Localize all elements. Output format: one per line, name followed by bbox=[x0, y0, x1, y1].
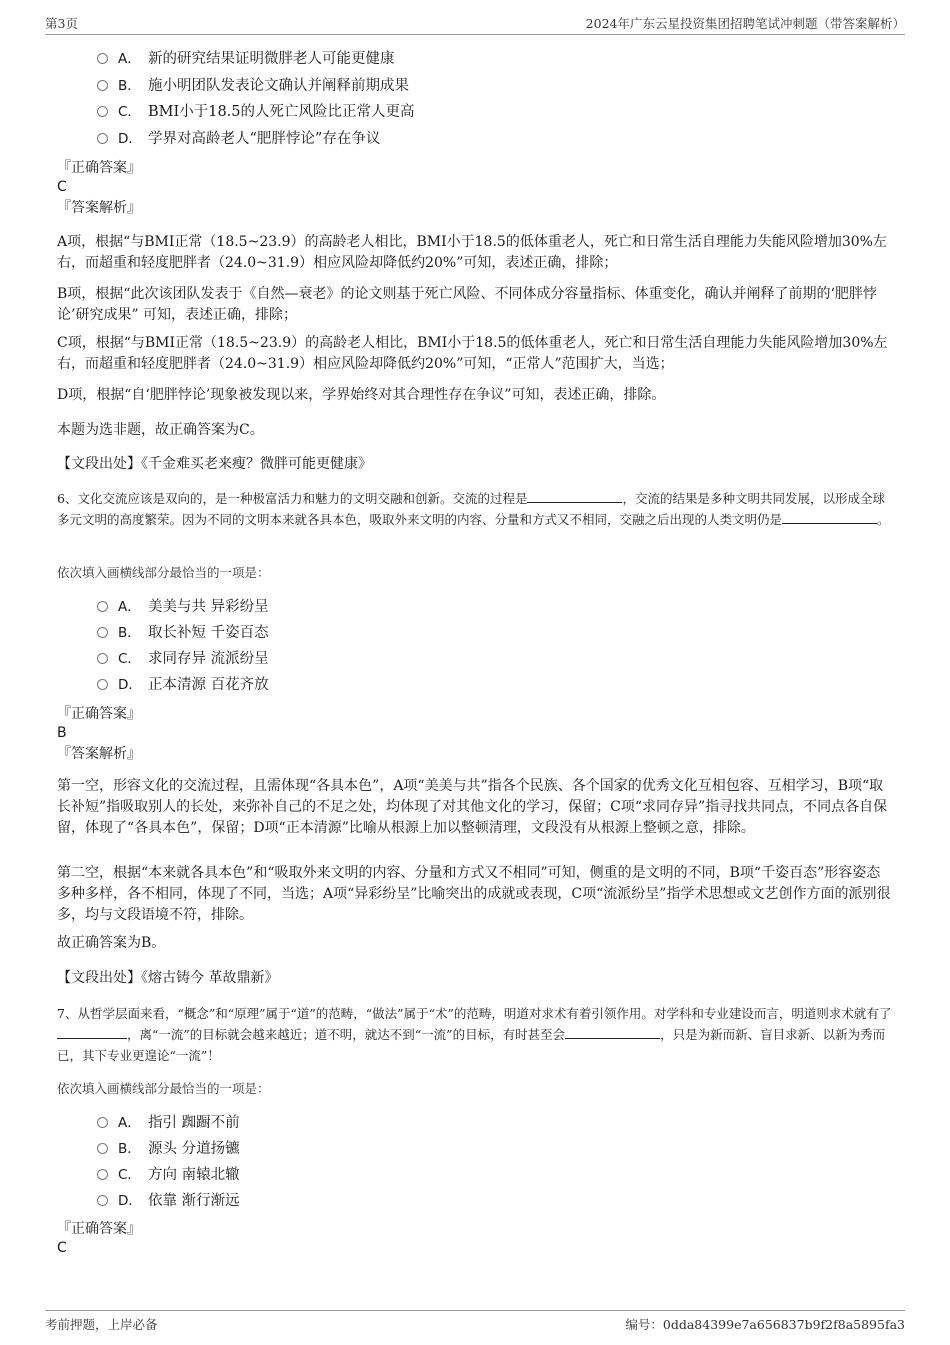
blank-line bbox=[782, 509, 877, 524]
q5-conclusion: 本题为选非题，故正确答案为C。 bbox=[57, 422, 264, 438]
q5-option-c[interactable]: C． BMI小于18.5的人死亡风险比正常人更高 bbox=[97, 101, 415, 123]
q5-source: 【文段出处】《千金难买老来瘦？微胖可能更健康》 bbox=[57, 456, 372, 472]
q5-analysis-d: D项，根据“自‘肥胖悖论’现象被发现以来，学界始终对其合理性存在争议”可知，表述正确，排除。 bbox=[57, 387, 666, 403]
q5-analysis-a: A项，根据“与BMI正常（18.5~23.9）的高龄老人相比，BMI小于18.5的低体重老人，死亡和日常生活自理能力失能风险增加30%左右，而超重和轻度肥胖者（24.0~31.9）相应风险却降低约20%”可知，表述正确，排除； bbox=[57, 234, 887, 271]
q5-option-b[interactable]: B． 施小明团队发表论文确认并阐释前期成果 bbox=[97, 75, 409, 97]
q6-answer: B bbox=[57, 725, 67, 741]
radio-icon[interactable] bbox=[97, 133, 108, 144]
q5-option-a[interactable]: A． 新的研究结果证明微胖老人可能更健康 bbox=[97, 48, 395, 70]
radio-icon[interactable] bbox=[97, 1117, 108, 1128]
q7-stem: 7、从哲学层面来看，“概念”和“原理”属于“道”的范畴，“做法”属于“术”的范畴，明道对求术有着引领作用。对学科和专业建设而言，明道则求术就有了，离“一流”的目标就会越来越近；道不明，就达不到“一流”的目标，有时甚至会 ，只是为新而新、盲目求新、以新为秀而已，其下专业更遑论“一流”！ bbox=[57, 1006, 892, 1063]
q5-analysis-c: C项，根据“与BMI正常（18.5~23.9）的高龄老人相比，BMI小于18.5的低体重老人，死亡和日常生活自理能力失能风险增加30%左右，而超重和轻度肥胖者（24.0~31.9）相应风险却降低约20%”可知，“正常人”范围扩大，当选； bbox=[57, 335, 888, 372]
q6-prompt: 依次填入画横线部分最恰当的一项是： bbox=[57, 565, 270, 580]
page-footer bbox=[45, 1310, 905, 1333]
radio-icon[interactable] bbox=[97, 106, 108, 117]
q7-answer: C bbox=[57, 1240, 67, 1256]
radio-icon[interactable] bbox=[97, 679, 108, 690]
document-id: 编号：0dda84399e7a656837b9f2f8a5895fa3 bbox=[625, 1317, 905, 1332]
q5-answer: C bbox=[57, 179, 67, 195]
q7-option-d[interactable]: D． 依靠 渐行渐远 bbox=[97, 1190, 240, 1212]
q7-answer-label: 『正确答案』 bbox=[57, 1221, 141, 1237]
q7-option-a[interactable]: A． 指引 踟蹰不前 bbox=[97, 1112, 240, 1134]
blank-line bbox=[527, 488, 622, 503]
q6-analysis-label: 『答案解析』 bbox=[57, 746, 141, 762]
page-number: 第3页 bbox=[45, 16, 78, 31]
footer-slogan: 考前押题，上岸必备 bbox=[45, 1317, 158, 1332]
q6-option-a[interactable]: A． 美美与共 异彩纷呈 bbox=[97, 596, 269, 618]
blank-line bbox=[565, 1024, 660, 1039]
q5-option-d[interactable]: D． 学界对高龄老人“肥胖悖论”存在争议 bbox=[97, 128, 380, 150]
q6-answer-label: 『正确答案』 bbox=[57, 706, 141, 722]
q5-analysis-b: B项，根据“此次该团队发表于《自然—衰老》的论文则基于死亡风险、不同体成分容量指标、体重变化，确认并阐释了前期的‘肥胖悖论’研究成果” 可知，表述正确，排除； bbox=[57, 286, 877, 323]
blank-line bbox=[57, 1024, 127, 1039]
q6-option-b[interactable]: B． 取长补短 千姿百态 bbox=[97, 622, 269, 644]
q6-stem: 6、文化交流应该是双向的，是一种极富活力和魅力的文明交融和创新。交流的过程是 ，交流的结果是多种文明共同发展，以形成全球多元文明的高度繁荣。因为不同的文明本来就各具本色，吸取外来文明的内容、分量和方式又不相同，交融之后出现的人类文明仍是 。 bbox=[57, 488, 892, 530]
q6-option-d[interactable]: D． 正本清源 百花齐放 bbox=[97, 674, 269, 696]
q6-analysis-2: 第二空，根据“本来就各具本色”和“吸取外来文明的内容、分量和方式又不相同”可知，侧重的是文明的不同，B项“千姿百态”形容姿态多种多样，各不相同，体现了不同，当选；A项“异彩纷呈”比喻突出的成就或表现，C项“流派纷呈”指学术思想或文艺创作方面的派别很多，均与文段语境不符，排除。 bbox=[57, 865, 891, 923]
radio-icon[interactable] bbox=[97, 1169, 108, 1180]
radio-icon[interactable] bbox=[97, 80, 108, 91]
radio-icon[interactable] bbox=[97, 627, 108, 638]
page-header bbox=[45, 14, 905, 35]
radio-icon[interactable] bbox=[97, 601, 108, 612]
document-title: 2024年广东云星投资集团招聘笔试冲刺题（带答案解析） bbox=[585, 16, 905, 31]
q6-option-c[interactable]: C． 求同存异 流派纷呈 bbox=[97, 648, 269, 670]
q7-option-b[interactable]: B． 源头 分道扬镳 bbox=[97, 1138, 240, 1160]
q6-conclusion: 故正确答案为B。 bbox=[57, 935, 166, 951]
q6-source: 【文段出处】《熔古铸今 革故鼎新》 bbox=[57, 970, 279, 986]
q6-analysis-1: 第一空，形容文化的交流过程，且需体现“各具本色”，A项“美美与共”指各个民族、各个国家的优秀文化互相包容、互相学习，B项“取长补短”指吸取别人的长处，来弥补自己的不足之处，均体现了对其他文化的学习，保留；C项“求同存异”指寻找共同点，不同点各自保留，体现了“各具本色”，保留；D项“正本清源”比喻从根源上加以整顿清理，文段没有从根源上整顿之意，排除。 bbox=[57, 778, 888, 836]
radio-icon[interactable] bbox=[97, 53, 108, 64]
radio-icon[interactable] bbox=[97, 1143, 108, 1154]
radio-icon[interactable] bbox=[97, 653, 108, 664]
q5-answer-label: 『正确答案』 bbox=[57, 160, 141, 176]
q7-prompt: 依次填入画横线部分最恰当的一项是： bbox=[57, 1081, 270, 1096]
q7-option-c[interactable]: C． 方向 南辕北辙 bbox=[97, 1164, 240, 1186]
q5-analysis-label: 『答案解析』 bbox=[57, 200, 141, 216]
radio-icon[interactable] bbox=[97, 1195, 108, 1206]
